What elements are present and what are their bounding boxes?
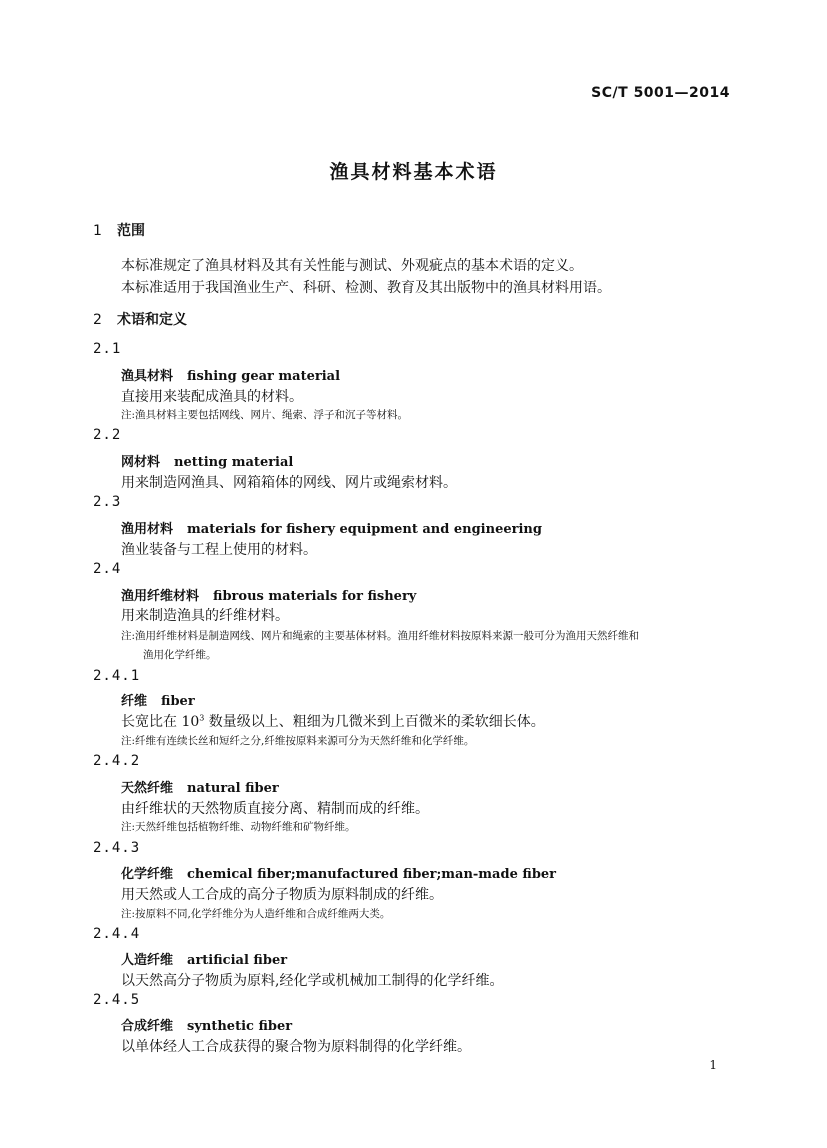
term-definition: 用来制造网渔具、网箱箱体的网线、网片或绳索材料。 — [121, 475, 457, 491]
clause-number: 2.4.2 — [93, 753, 141, 769]
term-entry — [121, 585, 416, 604]
term-entry — [121, 949, 287, 968]
term-cn: 纤维 — [121, 694, 148, 709]
standard-code: SC/T 5001—2014 — [591, 85, 730, 101]
term-en: materials for fishery equipment and engineering — [187, 522, 542, 537]
term-en: fibrous materials for fishery — [213, 589, 417, 604]
term-en: synthetic fiber — [187, 1019, 293, 1034]
clause-number: 2.4.1 — [93, 668, 141, 684]
section-number: 1 — [93, 223, 102, 239]
definition-post: 数量级以上、粗细为几微米到上百微米的柔软细长体。 — [204, 714, 545, 730]
exponent: 3 — [199, 713, 205, 723]
note-line-2: 渔用化学纤维。 — [143, 649, 217, 661]
term-note: 注:天然纤维包括植物纤维、动物纤维和矿物纤维。 — [121, 821, 356, 833]
term-entry — [121, 451, 293, 470]
term-definition: 用天然或人工合成的高分子物质为原料制成的纤维。 — [121, 887, 443, 903]
term-en: chemical fiber;manufactured fiber;man-made fiber — [187, 867, 557, 882]
term-cn: 人造纤维 — [121, 953, 174, 968]
term-entry — [121, 1015, 292, 1034]
section-title: 范围 — [117, 223, 145, 239]
term-cn: 化学纤维 — [121, 867, 174, 882]
term-en: fiber — [161, 694, 195, 709]
section-title: 术语和定义 — [117, 312, 187, 328]
section-heading-scope — [93, 220, 145, 240]
term-cn: 天然纤维 — [121, 781, 174, 796]
term-en: artificial fiber — [187, 953, 288, 968]
term-cn: 渔具材料 — [121, 369, 174, 384]
term-definition: 用来制造渔具的纤维材料。 — [121, 608, 289, 624]
scope-paragraph-2: 本标准适用于我国渔业生产、科研、检测、教育及其出版物中的渔具材料用语。 — [121, 280, 611, 296]
scope-paragraph-1: 本标准规定了渔具材料及其有关性能与测试、外观疵点的基本术语的定义。 — [121, 258, 583, 274]
section-number: 2 — [93, 312, 102, 328]
term-definition: 以天然高分子物质为原料,经化学或机械加工制得的化学纤维。 — [121, 973, 504, 989]
term-cn: 渔用纤维材料 — [121, 589, 200, 604]
clause-number: 2.3 — [93, 494, 122, 510]
term-definition: 以单体经人工合成获得的聚合物为原料制得的化学纤维。 — [121, 1039, 471, 1055]
term-en: netting material — [174, 455, 294, 470]
section-heading-terms — [93, 309, 187, 329]
term-definition: 直接用来装配成渔具的材料。 — [121, 389, 303, 405]
term-entry — [121, 365, 340, 384]
term-en: natural fiber — [187, 781, 279, 796]
clause-number: 2.1 — [93, 341, 122, 357]
document-title: 渔具材料基本术语 — [329, 161, 498, 183]
term-entry — [121, 863, 556, 882]
clause-number: 2.4.3 — [93, 840, 141, 856]
term-definition: 渔业装备与工程上使用的材料。 — [121, 542, 317, 558]
term-cn: 渔用材料 — [121, 522, 174, 537]
term-entry — [121, 518, 542, 537]
clause-number: 2.2 — [93, 427, 122, 443]
definition-pre: 长宽比在 10 — [121, 714, 200, 730]
term-note — [121, 627, 731, 665]
term-cn: 网材料 — [121, 455, 161, 470]
clause-number: 2.4.4 — [93, 926, 141, 942]
term-entry — [121, 777, 279, 796]
note-line-1: 注:渔用纤维材料是制造网线、网片和绳索的主要基体材料。渔用纤维材料按原料来源一般可分为渔用天然纤维和 — [121, 630, 640, 642]
clause-number: 2.4.5 — [93, 992, 141, 1008]
term-cn: 合成纤维 — [121, 1019, 174, 1034]
term-definition: 由纤维状的天然物质直接分离、精制而成的纤维。 — [121, 801, 429, 817]
term-note: 注:渔具材料主要包括网线、网片、绳索、浮子和沉子等材料。 — [121, 409, 409, 421]
term-en: fishing gear material — [187, 369, 341, 384]
term-definition — [121, 711, 545, 731]
term-note: 注:按原料不同,化学纤维分为人造纤维和合成纤维两大类。 — [121, 908, 391, 920]
term-entry — [121, 690, 195, 709]
page-number: 1 — [709, 1058, 717, 1072]
term-note: 注:纤维有连续长丝和短纤之分,纤维按原料来源可分为天然纤维和化学纤维。 — [121, 735, 475, 747]
clause-number: 2.4 — [93, 561, 122, 577]
